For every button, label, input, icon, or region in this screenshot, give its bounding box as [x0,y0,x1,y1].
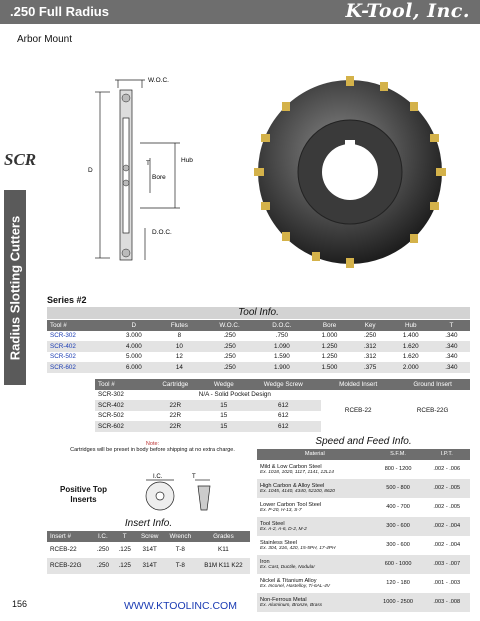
tool-link[interactable]: SCR-502 [50,353,76,361]
material: High Carbon & Alloy Steel [260,482,325,489]
cell: .125 [118,562,131,569]
th-hub: Hub [405,321,417,329]
th-bore: Bore [322,321,337,329]
page-header [0,0,480,24]
cell: 300 - 600 [386,542,410,548]
table-row [257,479,470,498]
brand-logo: K-Tool, Inc. [345,0,470,22]
table-row [47,341,470,352]
speed-feed-title: Speed and Feed Info. [257,435,470,448]
cell: SCR-602 [98,422,124,430]
cell: 500 - 800 [386,485,410,491]
ground-insert: RCEB-22G [416,407,449,414]
material: Non-Ferrous Metal [260,596,307,603]
th-wedge-screw: Wedge Screw [263,380,303,388]
tool-link[interactable]: SCR-302 [50,332,76,340]
cell: B1M K11 K22 [204,562,243,569]
cell: 4.000 [125,342,142,350]
th-key: Key [364,321,376,329]
th-t: T [122,532,127,540]
cell: 15 [220,422,228,430]
label-bore: Bore [152,174,166,181]
label-t: T [146,160,150,167]
note [60,441,245,453]
insert-info-title: Insert Info. [47,518,250,530]
cell: 15 [220,412,228,420]
cell: RCEB-22 [50,546,77,553]
cell: T-8 [175,562,185,569]
cell: .250 [223,332,236,340]
material-examples: Ex. P-20, H-13, S-7 [260,507,302,513]
cell: .001 - .003 [433,580,461,586]
insert-diagram [140,472,230,517]
table-row [257,574,470,593]
table-row [47,542,250,558]
th-ground: Ground Insert [413,380,452,388]
cell: 1.500 [321,363,338,371]
cell: 14 [175,363,183,371]
cell: .340 [445,332,458,340]
th-material: Material [304,451,325,458]
material: Tool Steel [260,520,285,527]
series-label: Series #2 [47,295,87,305]
cell: 1.620 [402,342,419,350]
cell: .340 [445,342,458,350]
cell: 1.400 [402,332,419,340]
cell: 10 [175,342,183,350]
cell: .312 [364,342,377,350]
table-row [47,331,470,342]
cell: .250 [364,332,377,340]
insert-info-table [47,531,250,574]
th-tool: Tool # [50,321,67,329]
cell: .250 [223,342,236,350]
table-row [257,498,470,517]
label-doc: D.O.C. [152,229,172,236]
cell: 1.000 [321,332,338,340]
table-row [47,558,250,574]
cell: 800 - 1200 [384,466,412,472]
cutter-diagram [80,68,250,278]
cell: 1.090 [273,342,290,350]
cutter-photo [250,72,450,272]
th-insert: Insert # [50,532,71,540]
th-d: D [131,321,137,329]
th-flutes: Flutes [170,321,188,329]
positive-inserts-label [60,485,107,505]
label-insert-t: T [192,474,196,480]
cell: 1.900 [273,363,290,371]
cell: 6.000 [125,363,142,371]
cell: 3.000 [125,332,142,340]
cell: SCR-402 [98,401,124,409]
label-d: D [88,167,93,174]
cartridge-table [95,379,470,432]
cell: SCR-502 [98,412,124,420]
cell: 1.250 [321,342,338,350]
th-t: T [449,321,454,329]
cell: 1.620 [402,353,419,361]
cell: .340 [445,363,458,371]
cell: .340 [445,353,458,361]
cell: 314T [142,546,157,553]
cell: .002 - .004 [433,523,461,529]
material-examples: Ex. Cast, Ductile, Nodular [260,564,315,570]
material: Iron [260,558,270,565]
material: Stainless Steel [260,539,298,546]
website-link[interactable]: WWW.KTOOLINC.COM [124,600,237,612]
material-examples: Ex. 304, 316, 420, 15-5PH, 17-4PH [260,545,336,551]
cell: 612 [278,401,289,409]
cell: RCEB-22G [50,562,82,569]
cell: 1000 - 2500 [383,599,413,605]
th-wrench: Wrench [169,532,192,540]
th-ic: I.C. [97,532,108,540]
cell: 22R [169,422,182,430]
cell: 8 [177,332,182,340]
side-banner-title: Radius Slotting Cutters [7,215,23,360]
th-cartridge: Cartridge [162,380,189,388]
th-sfm: S.F.M. [390,451,406,458]
cell: 600 - 1000 [384,561,412,567]
table-row [257,517,470,536]
side-banner [4,190,26,385]
cell: .002 - .006 [433,466,461,472]
table-row [95,390,470,401]
tool-link[interactable]: SCR-402 [50,342,76,350]
material: Mild & Low Carbon Steel [260,463,322,470]
material: Nickel & Titanium Alloy [260,577,317,584]
label-woc: W.O.C. [148,77,169,84]
label-hub: Hub [181,157,193,164]
note-text: Cartridges will be preset in body before shipping at no extra charge. [70,447,235,453]
speed-feed-table [257,449,470,612]
th-grades: Grades [213,532,234,540]
material-examples: Ex. A-2, A-6, D-2, M-2 [260,526,307,532]
cell: N/A - Solid Pocket Design [198,391,271,399]
cell: .003 - .008 [433,599,461,605]
page-number: 156 [12,599,28,609]
cell: .750 [275,332,288,340]
cell: .250 [223,353,236,361]
table-row [257,593,470,612]
cell: .250 [96,562,109,569]
cell: .125 [118,546,131,553]
page-subtitle: Arbor Mount [17,34,73,45]
note-label: Note: [145,441,160,447]
th-wedge: Wedge [213,380,234,388]
cell: 22R [169,401,182,409]
cell: 1.250 [321,353,338,361]
cell: 612 [278,412,289,420]
material-examples: Ex. Inconel, Hastelloy, Ti-6AL-4V [260,583,330,589]
th-screw: Screw [140,532,159,540]
cell: 22R [169,412,182,420]
tool-info-title: Tool Info. [47,307,470,319]
cell: 12 [175,353,183,361]
th-ctool: Tool # [98,380,115,388]
table-row [47,362,470,373]
page-title: .250 Full Radius [10,4,109,19]
cell: 1.590 [273,353,290,361]
material-examples: Ex. 1018, 1020, 1117, 1141, 12L14 [260,469,334,475]
tool-link[interactable]: SCR-602 [50,363,76,371]
cell: .002 - .005 [433,504,461,510]
cell: 15 [220,401,228,409]
cell: 400 - 700 [386,504,410,510]
molded-insert: RCEB-22 [344,407,372,414]
tool-info-table [47,320,470,373]
cell: SCR-302 [98,391,124,399]
cell: K11 [218,546,229,553]
table-row [257,460,470,479]
cell: .003 - .007 [433,561,461,567]
table-row [47,352,470,363]
positive-line1: Positive Top [60,485,107,494]
cell: 2.000 [402,363,419,371]
cell: 612 [278,422,289,430]
th-woc: W.O.C. [219,321,240,329]
table-row [257,555,470,574]
th-doc: D.O.C. [272,321,292,329]
cell: 120 - 180 [386,580,410,586]
label-ic: I.C. [153,474,163,480]
product-code: SCR [4,150,37,169]
cell: T-8 [175,546,185,553]
cell: .002 - .004 [433,542,461,548]
material-examples: Ex. 1045, 4140, 4340, 52100, 8620 [260,488,335,494]
positive-line2: Inserts [70,495,97,504]
material: Lower Carbon Tool Steel [260,501,322,508]
cell: .375 [364,363,377,371]
cell: 300 - 600 [386,523,410,529]
cell: .002 - .005 [433,485,461,491]
cell: .250 [96,546,109,553]
material-examples: Ex. Aluminum, Bronze, Brass [260,602,323,608]
th-ipt: I.P.T. [440,451,453,458]
th-molded: Molded Insert [339,380,378,388]
cell: 314T [142,562,157,569]
cell: 5.000 [125,353,142,361]
table-row [257,536,470,555]
cell: .312 [364,353,377,361]
cell: .250 [223,363,236,371]
